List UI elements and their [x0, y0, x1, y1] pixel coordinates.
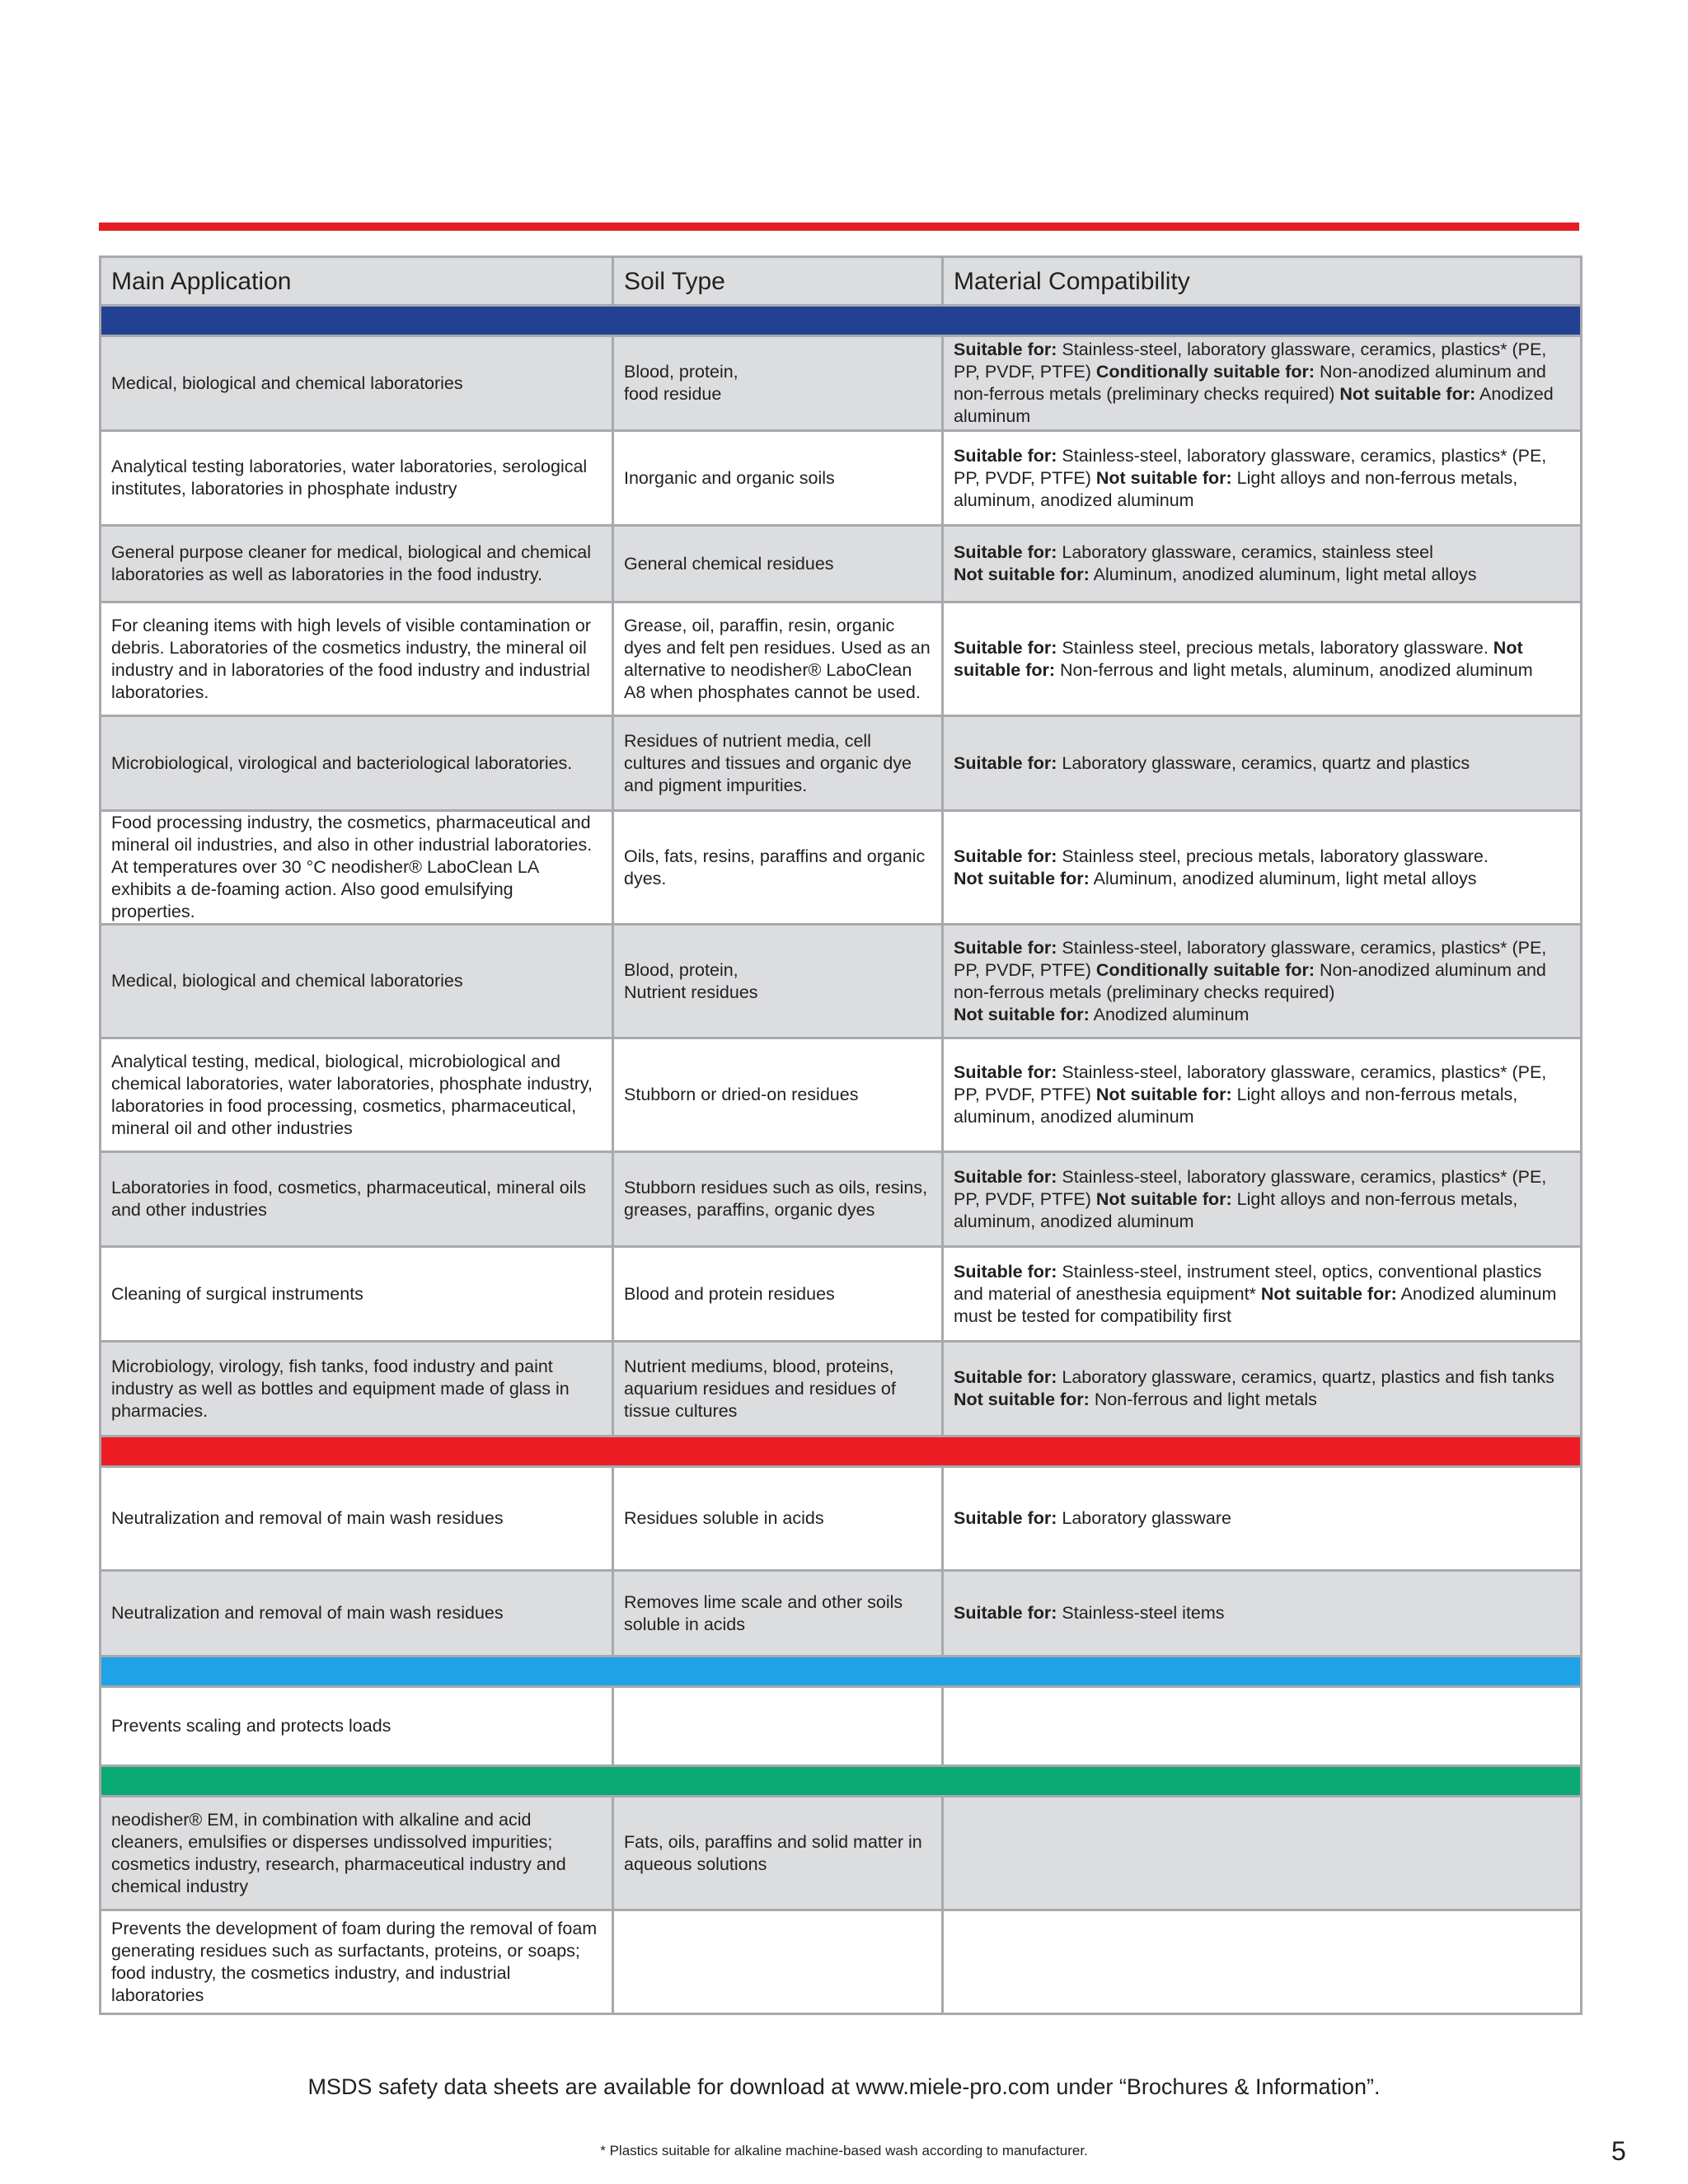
material-compatibility-cell [943, 811, 1582, 925]
compatibility-text: Stainless steel, precious metals, laboratory glassware. [1057, 846, 1489, 866]
table-row [101, 925, 1582, 1038]
compatibility-text: Anodized aluminum [954, 384, 1554, 426]
main-application-cell: Neutralization and removal of main wash residues [101, 1571, 613, 1657]
alkaline-section-band-fill [101, 306, 1582, 336]
material-compatibility-cell [943, 1342, 1582, 1436]
material-compatibility-cell [943, 526, 1582, 602]
table-row [101, 1467, 1582, 1571]
table-row [101, 1342, 1582, 1436]
soil-type-cell: Residues soluble in acids [613, 1467, 943, 1571]
table-row [101, 1910, 1582, 2014]
compatibility-text: Stainless-steel, laboratory glassware, ceramics, plastics* (PE, PP, PVDF, PTFE) [954, 1062, 1547, 1104]
table-row [101, 1152, 1582, 1247]
main-application-cell: Cleaning of surgical instruments [101, 1247, 613, 1342]
msds-footer-text: MSDS safety data sheets are available for download at www.miele-pro.com under “Brochures & Information”. [307, 2074, 1381, 2099]
main-application-cell: Laboratories in food, cosmetics, pharmaceutical, mineral oils and other industries [101, 1152, 613, 1247]
soil-type-cell: Grease, oil, paraffin, resin, organic dyes and felt pen residues. Used as an alternative to neodisher® LaboClean A8 when phosphates cannot be used. [613, 602, 943, 716]
compatibility-label: Suitable for: [954, 340, 1057, 359]
soil-type-cell [613, 1910, 943, 2014]
compatibility-text: Non-anodized aluminum and non-ferrous metals (preliminary checks required) [954, 959, 1546, 1002]
plastics-footnote: * Plastics suitable for alkaline machine-based wash according to manufacturer. [600, 2143, 1088, 2158]
compatibility-text: Aluminum, anodized aluminum, light metal alloys [1089, 565, 1477, 584]
compatibility-label: Conditionally suitable for: [1095, 959, 1315, 980]
green-section-band-fill [101, 1766, 1582, 1797]
soil-type-cell [613, 1687, 943, 1766]
compatibility-text: Stainless steel, precious metals, laboratory glassware. [1057, 637, 1493, 658]
main-application-cell: Medical, biological and chemical laboratories [101, 336, 613, 431]
main-application-cell: Analytical testing, medical, biological, microbiological and chemical laboratories, water laboratories, phosphate industry, laboratories in food processing, cosmetics, pharmaceutical, mineral oil and other industries [101, 1038, 613, 1152]
compatibility-text: Non-ferrous and light metals [1089, 1390, 1317, 1409]
table-row [101, 1038, 1582, 1152]
soil-type-cell: Oils, fats, resins, paraffins and organic dyes. [613, 811, 943, 925]
acid-section-band-fill [101, 1436, 1582, 1467]
table-row [101, 1797, 1582, 1910]
soil-type-cell: General chemical residues [613, 526, 943, 602]
compatibility-text: Anodized aluminum [1089, 1004, 1250, 1024]
compatibility-label: Not suitable for: [1260, 1283, 1397, 1304]
table-row [101, 716, 1582, 811]
table-row [101, 811, 1582, 925]
compatibility-label: Conditionally suitable for: [1095, 362, 1315, 382]
compatibility-text: Laboratory glassware, ceramics, quartz, plastics and fish tanks [1057, 1367, 1554, 1387]
main-application-cell: Analytical testing laboratories, water laboratories, serological institutes, laboratories in phosphate industry [101, 431, 613, 526]
material-compatibility-cell [943, 1797, 1582, 1910]
compatibility-text: Stainless-steel, laboratory glassware, ceramics, plastics* (PE, PP, PVDF, PTFE) [954, 445, 1547, 488]
compatibility-text: Stainless-steel, laboratory glassware, ceramics, plastics* (PE, PP, PVDF, PTFE) [954, 340, 1547, 382]
compatibility-text: Stainless-steel items [1057, 1603, 1225, 1623]
alkaline-section-band [101, 306, 1582, 336]
compatibility-text: Stainless-steel, laboratory glassware, ceramics, plastics* (PE, PP, PVDF, PTFE) [954, 1166, 1547, 1209]
material-compatibility-cell [943, 716, 1582, 811]
compatibility-label: Not suitable for: [954, 565, 1090, 584]
material-compatibility-cell [943, 1910, 1582, 2014]
compatibility-label: Suitable for: [954, 1261, 1057, 1282]
compatibility-text: Light alloys and non-ferrous metals, aluminum, anodized aluminum [954, 467, 1518, 510]
compatibility-text: Laboratory glassware [1057, 1508, 1231, 1528]
soil-type-cell: Blood, protein, food residue [613, 336, 943, 431]
material-compatibility-cell [943, 925, 1582, 1038]
table-row [101, 1687, 1582, 1766]
compatibility-label: Not suitable for: [1095, 1188, 1232, 1209]
material-compatibility-cell [943, 1467, 1582, 1571]
compatibility-text: Anodized aluminum must be tested for compatibility first [954, 1283, 1557, 1326]
main-application-cell: Neutralization and removal of main wash residues [101, 1467, 613, 1571]
compatibility-text: Non-ferrous and light metals, aluminum, anodized aluminum [1055, 659, 1533, 680]
soil-type-cell: Blood and protein residues [613, 1247, 943, 1342]
soil-type-cell: Inorganic and organic soils [613, 431, 943, 526]
compatibility-text: Light alloys and non-ferrous metals, aluminum, anodized aluminum [954, 1188, 1518, 1231]
compatibility-label: Suitable for: [954, 1166, 1057, 1187]
compatibility-label: Not suitable for: [954, 868, 1090, 888]
main-application-cell: For cleaning items with high levels of visible contamination or debris. Laboratories of the cosmetics industry, the mineral oil industry and in laboratories of the food industry and industrial laboratories. [101, 602, 613, 716]
main-application-cell: Microbiological, virological and bacteriological laboratories. [101, 716, 613, 811]
compatibility-label: Suitable for: [954, 1367, 1057, 1387]
material-compatibility-cell [943, 1247, 1582, 1342]
compatibility-text: Light alloys and non-ferrous metals, aluminum, anodized aluminum [954, 1085, 1518, 1127]
compatibility-label: Suitable for: [954, 1603, 1057, 1623]
blue-section-band [101, 1657, 1582, 1687]
compatibility-text: Laboratory glassware, ceramics, stainless steel [1057, 542, 1433, 562]
compatibility-label: Not suitable for: [954, 1390, 1090, 1409]
compatibility-text: Laboratory glassware, ceramics, quartz and plastics [1057, 752, 1470, 773]
compatibility-label: Suitable for: [954, 846, 1057, 866]
compatibility-label: Suitable for: [954, 937, 1057, 958]
compatibility-text: Aluminum, anodized aluminum, light metal alloys [1089, 868, 1477, 888]
soil-type-cell: Residues of nutrient media, cell cultures and tissues and organic dye and pigment impurities. [613, 716, 943, 811]
header-material-compatibility: Material Compatibility [943, 257, 1582, 306]
compatibility-label: Not suitable for: [1095, 1085, 1232, 1104]
table-row [101, 526, 1582, 602]
table-row [101, 1247, 1582, 1342]
compatibility-label: Not suitable for: [1339, 384, 1476, 404]
compatibility-label: Suitable for: [954, 542, 1057, 562]
soil-type-cell: Removes lime scale and other soils soluble in acids [613, 1571, 943, 1657]
compatibility-label: Suitable for: [954, 1508, 1057, 1528]
material-compatibility-cell [943, 602, 1582, 716]
material-compatibility-cell [943, 1038, 1582, 1152]
green-section-band [101, 1766, 1582, 1797]
compatibility-label: Suitable for: [954, 445, 1057, 466]
main-application-cell: Food processing industry, the cosmetics, pharmaceutical and mineral oil industries, and also in other industrial laboratories. At temperatures over 30 °C neodisher® LaboClean LA exhibits a de-foaming action. Also good emulsifying properties. [101, 811, 613, 925]
acid-section-band [101, 1436, 1582, 1467]
main-application-cell: General purpose cleaner for medical, biological and chemical laboratories as well as laboratories in the food industry. [101, 526, 613, 602]
top-red-rule [99, 223, 1579, 231]
main-application-cell: Prevents scaling and protects loads [101, 1687, 613, 1766]
compatibility-text: Stainless-steel, laboratory glassware, ceramics, plastics* (PE, PP, PVDF, PTFE) [954, 937, 1547, 980]
soil-type-cell: Stubborn residues such as oils, resins, greases, paraffins, organic dyes [613, 1152, 943, 1247]
soil-type-cell: Blood, protein, Nutrient residues [613, 925, 943, 1038]
compatibility-label: Not suitable for: [954, 1004, 1090, 1024]
table-header-row [101, 257, 1582, 306]
compatibility-label: Suitable for: [954, 752, 1057, 773]
table-row [101, 336, 1582, 431]
main-application-cell: Medical, biological and chemical laboratories [101, 925, 613, 1038]
blue-section-band-fill [101, 1657, 1582, 1687]
main-application-cell: Microbiology, virology, fish tanks, food industry and paint industry as well as bottles and equipment made of glass in pharmacies. [101, 1342, 613, 1436]
compatibility-label: Not suitable for: [1095, 467, 1232, 488]
material-compatibility-cell [943, 1152, 1582, 1247]
material-compatibility-cell [943, 1687, 1582, 1766]
main-application-cell: neodisher® EM, in combination with alkaline and acid cleaners, emulsifies or disperses undissolved impurities; cosmetics industry, research, pharmaceutical industry and chemical industry [101, 1797, 613, 1910]
compatibility-text: Stainless-steel, instrument steel, optics, conventional plastics and material of anesthesia equipment* [954, 1261, 1542, 1304]
material-compatibility-cell [943, 431, 1582, 526]
header-main-application: Main Application [101, 257, 613, 306]
compatibility-text: Non-anodized aluminum and non-ferrous metals (preliminary checks required) [954, 362, 1546, 404]
compatibility-table [99, 255, 1582, 2015]
material-compatibility-cell [943, 336, 1582, 431]
page-number: 5 [1611, 2136, 1626, 2166]
table-row [101, 602, 1582, 716]
table-row [101, 1571, 1582, 1657]
table-row [101, 431, 1582, 526]
soil-type-cell: Stubborn or dried-on residues [613, 1038, 943, 1152]
main-application-cell: Prevents the development of foam during the removal of foam generating residues such as surfactants, proteins, or soaps; food industry, the cosmetics industry, and industrial laboratories [101, 1910, 613, 2014]
material-compatibility-cell [943, 1571, 1582, 1657]
header-soil-type: Soil Type [613, 257, 943, 306]
soil-type-cell: Fats, oils, paraffins and solid matter in aqueous solutions [613, 1797, 943, 1910]
compatibility-label: Not suitable for: [954, 637, 1523, 680]
compatibility-label: Suitable for: [954, 1062, 1057, 1082]
soil-type-cell: Nutrient mediums, blood, proteins, aquarium residues and residues of tissue cultures [613, 1342, 943, 1436]
compatibility-label: Suitable for: [954, 637, 1057, 658]
